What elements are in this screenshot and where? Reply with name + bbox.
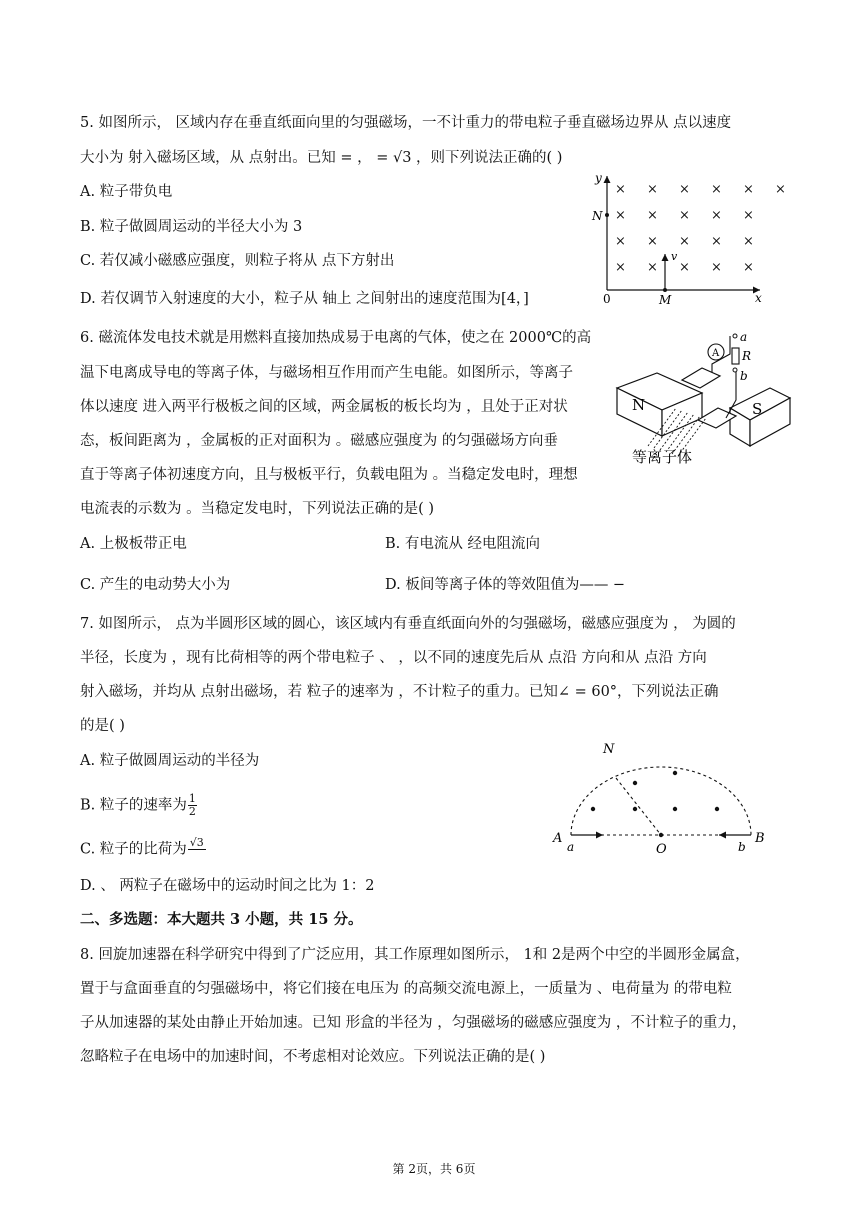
q6-stem-line2: 温下电离成导电的等离子体，与磁场相互作用而产生电能。如图所示，等离子: [80, 365, 573, 381]
q6-option-a: A. 上极板带正电: [80, 536, 187, 552]
svg-text:×: ×: [647, 234, 658, 249]
q7-option-c-fraction: √3: [189, 836, 204, 849]
svg-text:×: ×: [679, 234, 690, 249]
section-heading: 二、多选题：本大题共 3 小题，共 15 分。: [80, 911, 363, 928]
q7-option-a: A. 粒子做圆周运动的半径为: [80, 753, 260, 769]
q6-figure-mhd-generator: [612, 328, 797, 468]
terminal-b-label: b: [740, 369, 748, 383]
page-footer: 第 2页，共 6页: [392, 1162, 476, 1176]
velocity-label: v: [671, 250, 678, 263]
q8-stem-line4: 忽略粒子在电场中的加速时间，不考虑相对论效应。下列说法正确的是( ): [80, 1049, 546, 1065]
q7-option-b: B. 粒子的速率为 $\frac{1}{2}$: [80, 792, 196, 818]
q8-stem-line1: 8. 回旋加速器在科学研究中得到了广泛应用，其工作原理如图所示， 1和 2是两个中空的半圆形金属盒，: [80, 947, 750, 963]
svg-text:×: ×: [615, 182, 626, 197]
q7-stem-line3: 射入磁场，并均从 点射出磁场，若 粒子的速率为 ，不计粒子的重力。已知∠ = 60°，下列说法正确: [80, 684, 719, 700]
q6-stem-line4: 态，板间距离为 ，金属板的正对面积为 。磁感应强度为 的匀强磁场方向垂: [80, 433, 558, 449]
particle-a-label: a: [567, 840, 575, 854]
point-a-label: A: [553, 831, 563, 846]
semicircle-boundary: [571, 767, 751, 835]
q6-stem-line3: 体以速度 进入两平行极板之间的区域，两金属板的板长均为 ，且处于正对状: [80, 399, 568, 415]
svg-text:×: ×: [743, 234, 754, 249]
q5-figure-magnetic-field: [585, 168, 786, 308]
q6-stem-line1: 6. 磁流体发电技术就是用燃料直接加热成易于电离的气体，使之在 2000℃的高: [80, 330, 592, 346]
particle-b-label: b: [738, 840, 746, 854]
svg-text:×: ×: [615, 234, 626, 249]
upper-plate: [682, 368, 720, 388]
svg-text:×: ×: [743, 182, 754, 197]
svg-text:×: ×: [711, 182, 722, 197]
q8-stem-line3: 子从加速器的某处由静止开始加速。已知 形盒的半径为 ，匀强磁场的磁感应强度为 ，不计粒子的重力，: [80, 1015, 747, 1031]
svg-text:×: ×: [615, 208, 626, 223]
q7-option-b-fraction: $\frac{1}{2}$: [188, 792, 196, 818]
q6-stem-line5: 直于等离子体初速度方向，且与极板平行，负载电阻为 。当稳定发电时，理想: [80, 467, 578, 483]
point-o-label: O: [656, 842, 667, 857]
point-n-label: N: [603, 742, 615, 757]
svg-text:×: ×: [711, 234, 722, 249]
q7-stem-line2: 半径，长度为 ，现有比荷相等的两个带电粒子 、 ，以不同的速度先后从 点沿 方向和从 点沿 方向: [80, 650, 707, 666]
q6-option-d: D. 板间等离子体的等效阻值为—— −: [385, 577, 626, 593]
q5-stem-line2: 大小为 射入磁场区域，从 点射出。已知 = ， = √3 ，则下列说法正确的( ): [80, 150, 563, 166]
x-axis-label: x: [755, 291, 762, 305]
svg-text:×: ×: [743, 208, 754, 223]
q5-option-a: A. 粒子带负电: [80, 184, 173, 200]
q7-stem-line1: 7. 如图所示， 点为半圆形区域的圆心，该区域内有垂直纸面向外的匀强磁场，磁感应强度为 ， 为圆的: [80, 616, 736, 632]
q7-figure-semicircle-field: [545, 735, 775, 860]
y-axis-label: y: [595, 171, 602, 185]
q8-stem-line2: 置于与盒面垂直的匀强磁场中，将它们接在电压为 的高频交流电源上，一质量为 、电荷量为 的带电粒: [80, 981, 732, 997]
ammeter-label: A: [712, 348, 720, 359]
center-o: [659, 833, 663, 837]
q7-option-d: D. 、 两粒子在磁场中的运动时间之比为 1：2: [80, 878, 375, 894]
field-markers: [615, 182, 786, 275]
field-dots: [591, 771, 719, 811]
plasma-caption: 等离子体: [632, 448, 693, 466]
svg-text:×: ×: [679, 182, 690, 197]
svg-text:×: ×: [743, 260, 754, 275]
point-b-label: B: [755, 831, 765, 846]
n-magnet-label: N: [632, 396, 646, 414]
svg-text:×: ×: [615, 260, 626, 275]
svg-text:×: ×: [647, 260, 658, 275]
q5-option-c: C. 若仅减小磁感应强度，则粒子将从 点下方射出: [80, 253, 395, 269]
q5-option-d: D. 若仅调节入射速度的大小，粒子从 轴上 之间射出的速度范围为[4，]: [80, 291, 529, 307]
svg-text:×: ×: [647, 182, 658, 197]
q6-option-b: B. 有电流从 经电阻流向: [385, 536, 540, 552]
radius-on: [616, 778, 661, 835]
origin-label: 0: [603, 292, 611, 306]
q6-stem-line6: 电流表的示数为 。当稳定发电时，下列说法正确的是( ): [80, 501, 435, 517]
resistor-label: R: [742, 349, 752, 363]
q5-stem-line1: 5. 如图所示， 区域内存在垂直纸面向里的匀强磁场，一不计重力的带电粒子垂直磁场边界从 点以速度: [80, 115, 732, 131]
svg-text:×: ×: [711, 208, 722, 223]
point-n-label: N: [592, 209, 603, 223]
s-magnet-label: S: [752, 400, 763, 418]
q6-option-c: C. 产生的电动势大小为: [80, 577, 231, 593]
svg-text:×: ×: [679, 208, 690, 223]
q7-option-c: C. 粒子的比荷为 √3: [80, 837, 206, 862]
q5-option-b: B. 粒子做圆周运动的半径大小为 3: [80, 219, 303, 235]
point-m-label: M: [659, 293, 672, 307]
terminal-a-label: a: [740, 330, 748, 344]
q7-stem-line4: 的是( ): [80, 718, 125, 734]
svg-text:×: ×: [711, 260, 722, 275]
resistor: [732, 348, 739, 364]
svg-text:×: ×: [647, 208, 658, 223]
svg-text:×: ×: [775, 182, 786, 197]
point-n: [605, 213, 609, 217]
svg-text:×: ×: [679, 260, 690, 275]
